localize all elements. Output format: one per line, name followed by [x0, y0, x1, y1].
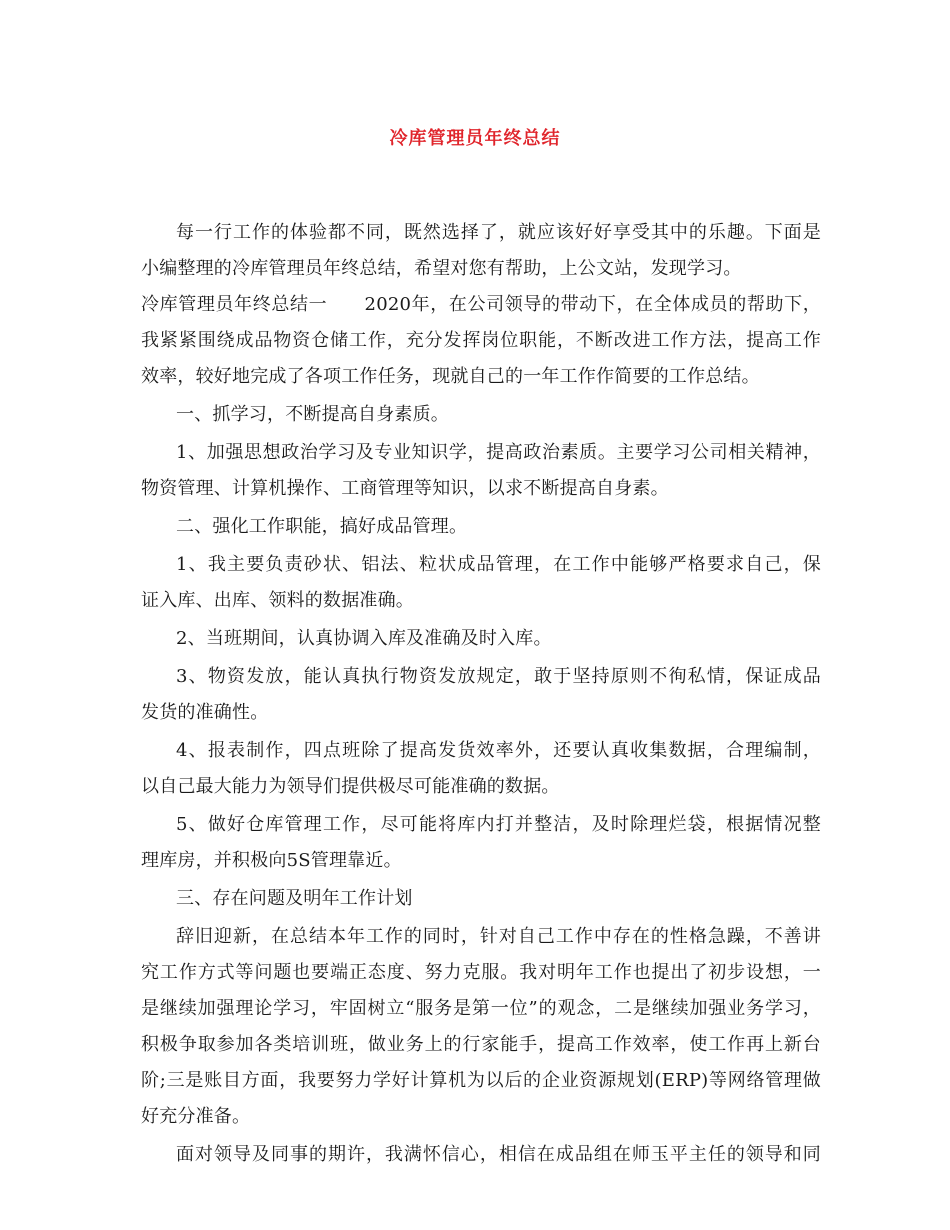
paragraph-line: 冷库管理员年终总结一 2020年，在公司领导的带动下，在全体成员的帮助下，	[141, 294, 821, 315]
paragraph-line: 4、报表制作，四点班除了提高发货效率外，还要认真收集数据，合理编制，	[176, 740, 821, 761]
paragraph-line: 面对领导及同事的期许，我满怀信心，相信在成品组在师玉平主任的领导和同	[176, 1144, 821, 1165]
paragraph-line: 1、加强思想政治学习及专业知识学，提高政治素质。主要学习公司相关精神，	[176, 442, 821, 463]
paragraph-line: 2、当班期间，认真协调入库及准确及时入库。	[176, 628, 552, 649]
section-heading: 三、存在问题及明年工作计划	[176, 888, 413, 909]
paragraph-line: 发货的准确性。	[141, 702, 269, 723]
paragraph-line: 证入库、出库、领料的数据准确。	[141, 590, 414, 611]
paragraph-line: 以自己最大能力为领导们提供极尽可能准确的数据。	[141, 776, 560, 797]
paragraph-line: 小编整理的冷库管理员年终总结，希望对您有帮助，上公文站，发现学习。	[141, 258, 742, 279]
paragraph-line: 是继续加强理论学习，牢固树立“服务是第一位”的观念，二是继续加强业务学习，	[141, 998, 821, 1019]
paragraph-line: 理库房，并积极向5S管理靠近。	[141, 850, 402, 871]
paragraph-line: 阶;三是账目方面，我要努力学好计算机为以后的企业资源规划(ERP)等网络管理做	[141, 1070, 821, 1091]
paragraph-line: 效率，较好地完成了各项工作任务，现就自己的一年工作作简要的工作总结。	[141, 366, 760, 387]
paragraph-line: 究工作方式等问题也要端正态度、努力克服。我对明年工作也提出了初步设想，一	[141, 962, 821, 983]
paragraph-line: 好充分准备。	[141, 1106, 251, 1127]
section-heading: 一、抓学习，不断提高自身素质。	[176, 404, 449, 425]
paragraph-line: 物资管理、计算机操作、工商管理等知识，以求不断提高自身素。	[141, 478, 669, 499]
paragraph-line: 5、做好仓库管理工作，尽可能将库内打并整洁，及时除理烂袋，根据情况整	[176, 814, 821, 835]
document-title: 冷库管理员年终总结	[389, 128, 561, 149]
paragraph-line: 辞旧迎新，在总结本年工作的同时，针对自己工作中存在的性格急躁，不善讲	[176, 926, 821, 947]
paragraph-line: 3、物资发放，能认真执行物资发放规定，敢于坚持原则不徇私情，保证成品	[176, 666, 821, 687]
paragraph-line: 每一行工作的体验都不同，既然选择了，就应该好好享受其中的乐趣。下面是	[176, 222, 821, 243]
paragraph-line: 1、我主要负责砂状、铝法、粒状成品管理，在工作中能够严格要求自己，保	[176, 554, 821, 575]
section-heading: 二、强化工作职能，搞好成品管理。	[176, 516, 468, 537]
paragraph-line: 积极争取参加各类培训班，做业务上的行家能手，提高工作效率，使工作再上新台	[141, 1034, 821, 1055]
paragraph-line: 我紧紧围绕成品物资仓储工作，充分发挥岗位职能，不断改进工作方法，提高工作	[141, 330, 821, 351]
